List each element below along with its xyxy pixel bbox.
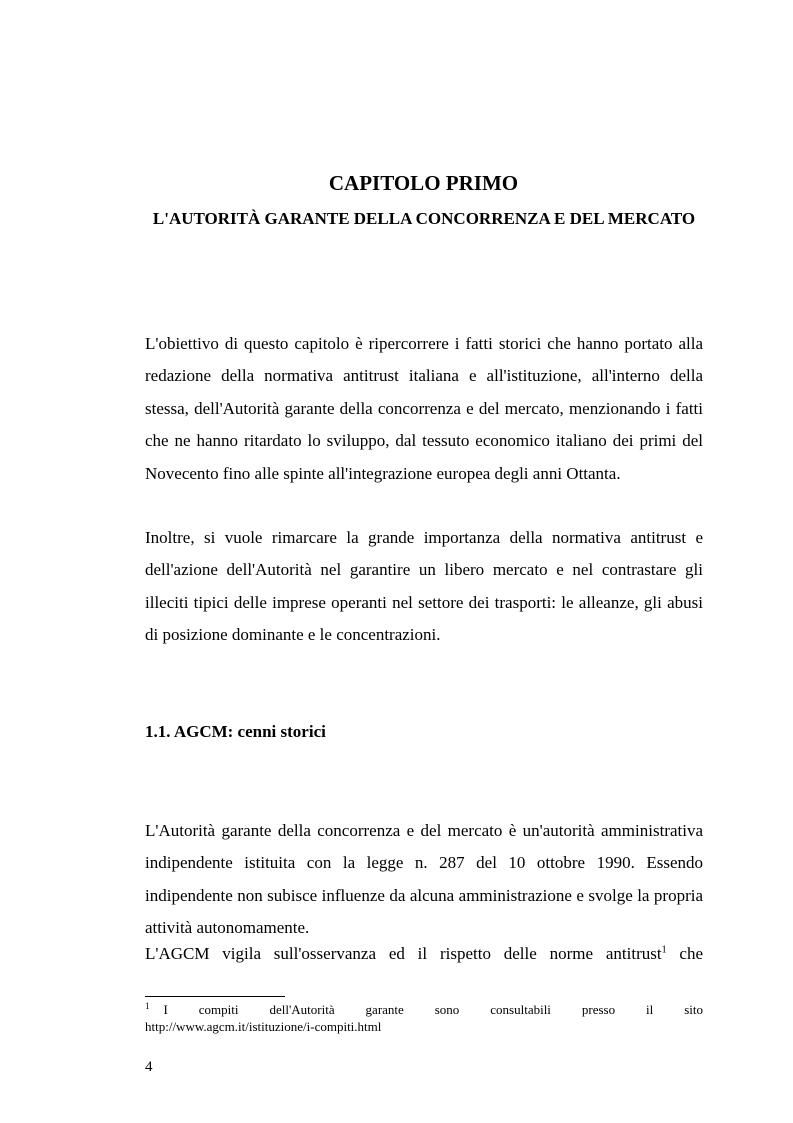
section-number: 1.1. bbox=[145, 722, 171, 741]
footnote bbox=[145, 1001, 703, 1035]
section-paragraph-2 bbox=[145, 938, 703, 970]
section-heading bbox=[145, 716, 326, 748]
section-paragraph-2-continuation: che bbox=[666, 944, 703, 963]
footnote-url: http://www.agcm.it/istituzione/i-compiti.html bbox=[145, 1019, 382, 1034]
footnote-reference: 1 bbox=[661, 944, 667, 956]
section-title: AGCM: cenni storici bbox=[173, 722, 326, 741]
intro-paragraph-1: L'obiettivo di questo capitolo è ripercorrere i fatti storici che hanno portato alla redazione della normativa antitrust italiana e all'istituzione, all'interno della stessa, dell'Autorità garante della concorrenza e del mercato, menzionando i fatti che ne hanno ritardato lo sviluppo, dal tessuto economico italiano dei primi del Novecento fino alle spinte all'integrazione europea degli anni Ottanta. bbox=[145, 334, 703, 483]
page-number: 4 bbox=[145, 1059, 153, 1075]
footnote-text: I compiti dell'Autorità garante sono consultabili presso il sito bbox=[163, 1002, 703, 1017]
chapter-title: CAPITOLO PRIMO bbox=[328, 171, 519, 195]
section-paragraph-2-text: L'AGCM vigila sull'osservanza ed il rispetto delle norme antitrust bbox=[145, 944, 662, 963]
footnote-text-line bbox=[145, 1001, 703, 1018]
section-paragraph-1: L'Autorità garante della concorrenza e del mercato è un'autorità amministrativa indipendente istituita con la legge n. 287 del 10 ottobre 1990. Essendo indipendente non subisce influenze da alcuna amministrazione e svolge la propria attività autonomamente. bbox=[145, 821, 703, 938]
footnote-mark: 1 bbox=[145, 1000, 150, 1011]
intro-paragraph-2: Inoltre, si vuole rimarcare la grande importanza della normativa antitrust e dell'azione dell'Autorità nel garantire un libero mercato e nel contrastare gli illeciti tipici delle imprese operanti nel settore dei trasporti: le alleanze, gli abusi di posizione dominante e le concentrazioni. bbox=[145, 528, 703, 645]
footnote-separator bbox=[145, 996, 285, 997]
chapter-subtitle: L'AUTORITÀ GARANTE DELLA CONCORRENZA E DEL MERCATO bbox=[152, 209, 696, 228]
